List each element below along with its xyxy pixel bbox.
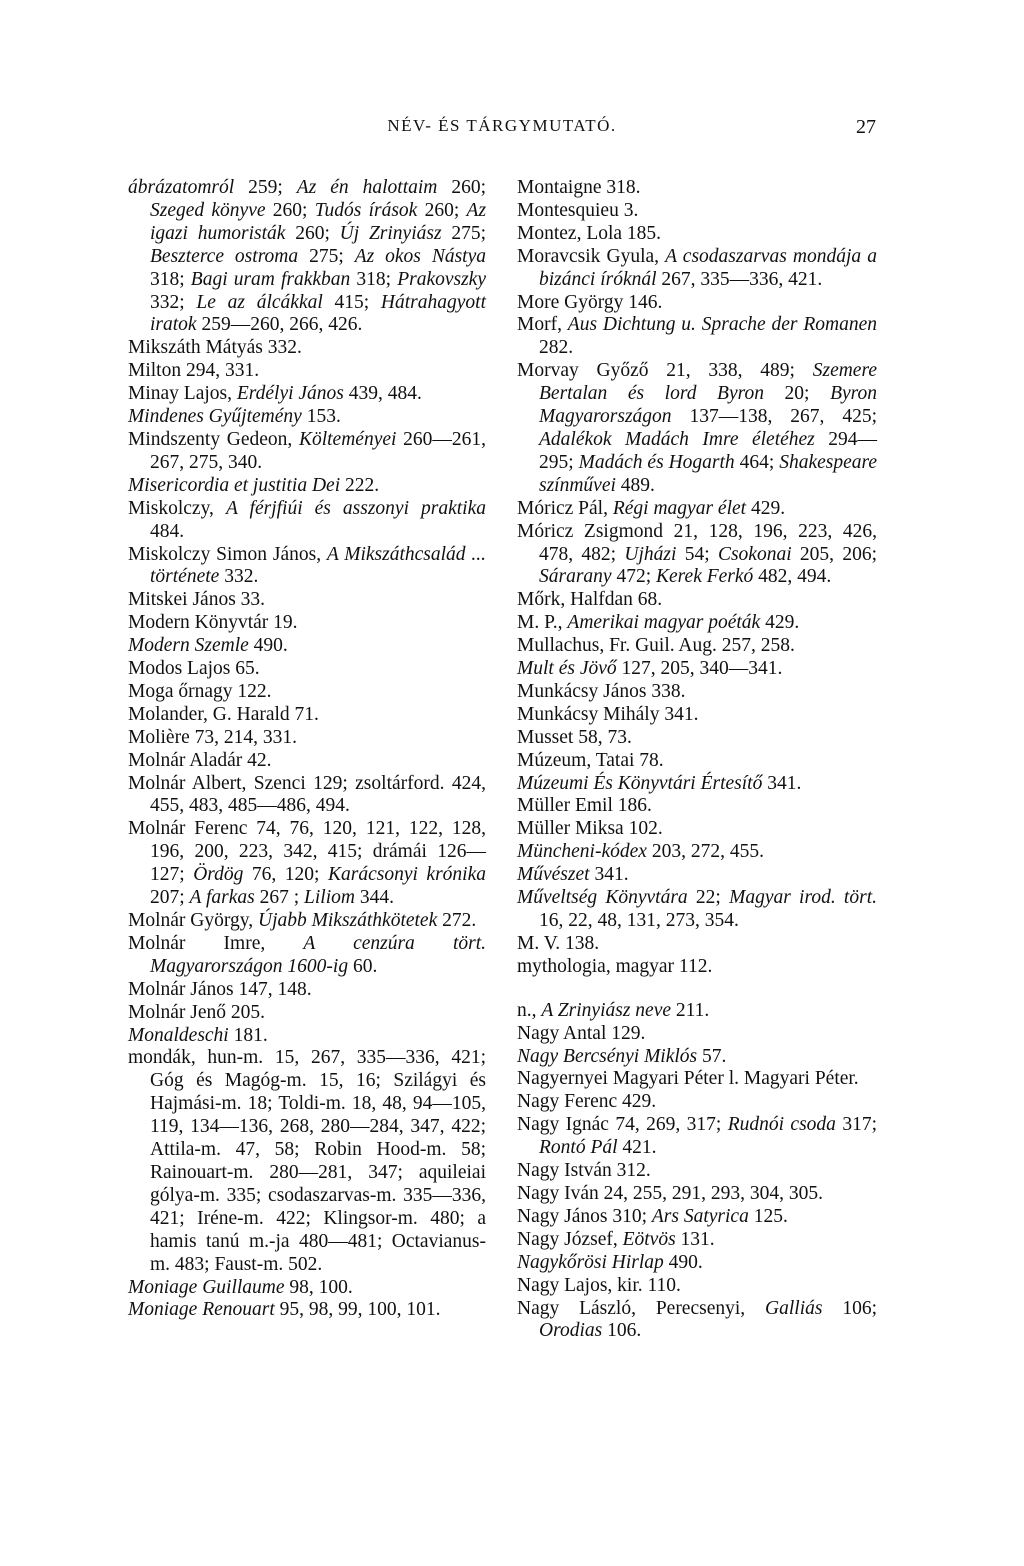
index-entry-title: Nagykőrösi Hirlap [517, 1251, 664, 1273]
index-entry [517, 1114, 877, 1160]
index-entry-text: Nagy Lajos, kir. 110. [517, 1274, 681, 1296]
index-entry-text: Nagy Antal 129. [517, 1022, 646, 1044]
index-entry [517, 1252, 877, 1275]
index-entry [128, 589, 486, 612]
index-entry-text: Modos Lajos 65. [128, 658, 260, 680]
index-entry-text: 131. [675, 1228, 715, 1250]
index-entry-text: Nagyernyei Magyari Péter l. Magyari Péter. [517, 1068, 859, 1090]
index-entry-text: Miskolczy Simon János, [128, 543, 327, 565]
index-entry [128, 635, 486, 658]
index-entry-text: Müller Emil 186. [517, 795, 652, 817]
index-entry-text: Nagy László, Perecsenyi, [517, 1297, 766, 1319]
index-entry-title: Műveltség Könyvtára [517, 887, 688, 909]
index-entry [517, 246, 877, 292]
index-entry-text: 341. [762, 772, 802, 794]
index-entry [517, 727, 877, 750]
index-entry-title: Orodias [539, 1320, 603, 1342]
page-number: 27 [856, 116, 876, 138]
index-entry-text: Minay Lajos, [128, 383, 237, 405]
index-entry [128, 337, 486, 360]
index-entry [517, 223, 877, 246]
index-entry-text: 275; [441, 222, 486, 244]
index-entry [517, 1275, 877, 1298]
index-entry-text: 16, 22, 48, 131, 273, 354. [539, 910, 739, 931]
index-entry-text: Molnár Albert, Szenci 129; zsoltárford. 424, 455, 483, 485—486, 494. [128, 772, 486, 817]
index-entry-text: 267, 335—336, 421. [656, 268, 823, 290]
index-entry-text: Modern Könyvtár 19. [128, 612, 298, 634]
index-entry-text: 207; [150, 887, 190, 909]
index-entry [517, 1046, 877, 1069]
index-entry-title: Az én halottaim [296, 177, 438, 198]
index-entry-text: 22; [687, 887, 730, 909]
index-entry-title: Ars Satyrica [651, 1205, 749, 1227]
index-entry [128, 383, 486, 406]
index-entry [517, 314, 877, 360]
index-entry-text: 344. [354, 887, 394, 909]
index-entry-text: 332. [219, 566, 259, 588]
index-entry-title: Szemere Bertalan és lord Byron [539, 360, 877, 405]
index-entry-title: Erdélyi János [236, 383, 344, 405]
index-entry-text: Miskolczy, [128, 497, 226, 519]
index-entry-text: Nagy József, [517, 1228, 623, 1250]
index-entry-text: 95, 98, 99, 100, 101. [274, 1299, 441, 1321]
index-entry-text: 282. [539, 337, 574, 359]
index-entry-text: Molière 73, 214, 331. [128, 726, 297, 748]
index-entry-title: Mult és Jövő [517, 658, 617, 680]
index-entry [128, 360, 486, 383]
index-entry-text: 415; [322, 291, 381, 313]
index-entry-title: Shakespeare színművei [539, 451, 878, 496]
index-entry-text: 464; [734, 451, 780, 473]
index-entry-text: Molnár János 147, 148. [128, 978, 312, 1000]
index-entry-title: Eötvös [622, 1228, 676, 1250]
index-entry-text: 318; [150, 268, 191, 290]
index-entry-title: Szeged könyve [150, 199, 266, 221]
index-entry-text: Mullachus, Fr. Guil. Aug. 257, 258. [517, 635, 795, 657]
index-entry-title: Le az álcákkal [196, 291, 323, 313]
index-entry-text: 484. [150, 520, 185, 542]
index-entry [517, 200, 877, 223]
index-entry [128, 1277, 486, 1300]
index-entry [517, 521, 877, 590]
index-entry-text: mondák, hun-m. 15, 267, 335—336, 421; Góg és Magóg-m. 15, 16; Szilágyi és Hajmási-m. 18; Toldi-m. 18, 48, 94—105, 119, 134—136, 268, 280—284, 347, 422; Attila-m. 47, 58; Robin Hood-m. 58; Rainouart-m. 280—281, 347; aquileiai gólya-m. 335; csodaszarvas-m. 335—336, 421; Iréne-m. 422; Klingsor-m. 480; a hamis tanú m.-ja 480—481; Octavianus-m. 483; Faust-m. 502. [128, 1047, 486, 1275]
index-entry-title: Az igazi humoristák [150, 199, 487, 244]
index-entry-text: 489. [615, 474, 655, 496]
index-entry-title: Régi magyar élet [612, 497, 747, 519]
index-entry-text: 60. [348, 955, 378, 977]
index-entry-title: Liliom [304, 887, 355, 909]
index-entry-title: Moniage Renouart [128, 1299, 275, 1321]
index-entry-text: 125. [748, 1205, 788, 1227]
index-entry [517, 658, 877, 681]
index-entry [517, 612, 877, 635]
index-entry [517, 864, 877, 887]
index-entry-text: Morvay Győző 21, 338, 489; [517, 360, 813, 382]
index-entry-text: 260; [417, 199, 467, 221]
index-entry-title: A Mikszáthcsalád ... története [150, 543, 486, 588]
index-entry-text: 421. [617, 1137, 657, 1159]
index-entry-text: 332; [150, 291, 197, 313]
index-entry [128, 1047, 486, 1276]
index-entry-text: 205, 206; [791, 543, 878, 565]
index-entry-text: 106. [602, 1320, 642, 1342]
index-entry [517, 1091, 877, 1114]
index-entry-text: Nagy Ignác 74, 269, 317; [517, 1114, 728, 1136]
index-entry-text: M. P., [517, 612, 568, 634]
index-entry-title: A cenzúra tört. Magyarországon 1600-ig [150, 932, 486, 977]
index-entry-text: 272. [437, 910, 477, 931]
index-entry-text: Molander, G. Harald 71. [128, 703, 319, 725]
index-entry-title: Rudnói csoda [727, 1114, 836, 1136]
index-entry-title: Mindenes Gyűjtemény [128, 406, 302, 428]
index-entry-text: n., [517, 999, 542, 1021]
index-entry [517, 1183, 877, 1206]
index-entry-text: 318; [350, 268, 398, 290]
index-entry-text: 490. [248, 635, 288, 657]
index-entry-text: 259; [234, 177, 297, 198]
index-entry-text: 222. [340, 474, 380, 496]
index-entry [517, 795, 877, 818]
index-entry-title: Magyar irod. tört. [729, 887, 877, 909]
index-entry-text: mythologia, magyar 112. [517, 955, 713, 977]
index-entry-text: Moga őrnagy 122. [128, 680, 272, 702]
index-entry-title: A Zrinyiász neve [541, 999, 672, 1021]
index-entry-text: 439, 484. [343, 383, 422, 405]
index-entry-title: Karácsonyi krónika [328, 864, 486, 886]
index-entry [128, 681, 486, 704]
index-entry-text: More György 146. [517, 291, 663, 313]
index-entry-title: Tudós írások [314, 199, 418, 221]
index-entry [128, 612, 486, 635]
index-entry-text: Mindszenty Gedeon, [128, 428, 299, 450]
index-entry-text: 260; [285, 222, 340, 244]
index-entry-title: Byron Magyarországon [539, 383, 877, 428]
index-entry-text: Nagy Ferenc 429. [517, 1091, 657, 1113]
index-entry [517, 1206, 877, 1229]
index-entry-text: 211. [671, 999, 710, 1021]
index-entry [517, 933, 877, 956]
index-entry-title: Költeményei [298, 428, 397, 450]
index-entry-title: Misericordia et justitia Dei [128, 474, 341, 496]
index-entry-title: Aus Dichtung u. Sprache der Romanen [567, 314, 877, 336]
index-entry-text: 54; [676, 543, 718, 565]
index-entry-text: Montaigne 318. [517, 177, 641, 198]
index-entry [517, 956, 877, 979]
index-entry-title: Moniage Guillaume [128, 1276, 285, 1298]
index-entry-text: 203, 272, 455. [646, 841, 764, 863]
index-entry [517, 818, 877, 841]
index-entry-text: 472; [611, 566, 657, 588]
index-entry-text: 57. [697, 1045, 727, 1067]
index-entry [517, 1229, 877, 1252]
index-entry-title: A férjfiúi és asszonyi praktika [225, 497, 486, 519]
index-entry-text: Nagy Iván 24, 255, 291, 293, 304, 305. [517, 1182, 824, 1204]
index-entry [517, 704, 877, 727]
index-entry-text: 153. [301, 406, 341, 428]
index-entry-text: Musset 58, 73. [517, 726, 632, 748]
index-entry-title: Új Zrinyiász [339, 222, 442, 244]
index-entry [128, 498, 486, 544]
index-entry [128, 429, 486, 475]
index-entry-text: 98, 100. [284, 1276, 353, 1298]
index-entry-text: Milton 294, 331. [128, 360, 260, 382]
index-entry-text: Nagy István 312. [517, 1160, 651, 1182]
index-entry-text: 260; [437, 177, 486, 198]
index-entry-text: 20; [763, 383, 831, 405]
index-entry-title: Prakovszky [397, 268, 486, 290]
index-entry-text: 127, 205, 340—341. [616, 658, 783, 680]
index-entry [128, 475, 486, 498]
index-entry [517, 681, 877, 704]
index-entry-title: Amerikai magyar poéták [567, 612, 761, 634]
running-title: NÉV- ÉS TÁRGYMUTATÓ. [387, 116, 617, 135]
index-entry-text: 275; [298, 245, 355, 267]
index-entry [128, 177, 486, 337]
index-entry [517, 177, 877, 200]
index-entry-title: Modern Szemle [128, 635, 249, 657]
index-entry [128, 1299, 486, 1322]
index-entry-text: 482, 494. [753, 566, 832, 588]
index-entry-text: Móricz Pál, [517, 497, 613, 519]
index-entry [128, 979, 486, 1002]
index-entry-title: Bagi uram frakkban [190, 268, 351, 290]
index-entry [517, 841, 877, 864]
index-entry-text: Munkácsy Mihály 341. [517, 703, 699, 725]
index-entry [517, 750, 877, 773]
index-entry-text: 490. [663, 1251, 703, 1273]
index-entry-text: Múzeum, Tatai 78. [517, 749, 664, 771]
page-header [128, 116, 876, 146]
index-entry-title: Múzeumi És Könyvtári Értesítő [517, 772, 763, 794]
index-entry-title: Monaldeschi [128, 1024, 229, 1046]
index-column-left [128, 177, 486, 1322]
index-entry-title: A csodaszarvas mondája a bizánci íróknál [539, 245, 878, 290]
index-entry-text: Molnár György, [128, 910, 258, 931]
index-entry [128, 658, 486, 681]
index-entry [128, 818, 486, 910]
index-entry [128, 704, 486, 727]
index-entry-text: 137—138, 267, 425; [671, 406, 877, 428]
index-entry-title: Újabb Mikszáthkötetek [258, 910, 438, 931]
index-entry [517, 1160, 877, 1183]
index-entry-text: 106; [822, 1297, 877, 1319]
index-entry-text: Móricz Zsigmond 21, 128, 196, 223, 426, 478, 482; [517, 520, 877, 565]
index-entry-title: A farkas [189, 887, 255, 909]
index-entry-title: ábrázatomról [128, 177, 235, 198]
index-entry-text: Munkácsy János 338. [517, 680, 686, 702]
index-column-right [517, 177, 877, 1343]
index-entry-text: 259—260, 266, 426. [196, 314, 363, 336]
index-entry [128, 910, 486, 933]
index-entry-text: 260; [265, 199, 315, 221]
index-entry-text: Moravcsik Gyula, [517, 245, 666, 267]
index-entry-text: 429. [746, 497, 786, 519]
index-entry [128, 933, 486, 979]
index-entry-title: Rontó Pál [539, 1137, 618, 1159]
index-entry-text: 429. [760, 612, 800, 634]
index-entry [517, 1023, 877, 1046]
index-entry-title: Adalékok Madách Imre életéhez [539, 428, 815, 450]
index-entry-text: Molnár Imre, [128, 932, 304, 954]
index-entry-text: 317; [835, 1114, 878, 1136]
index-entry-text: Nagy János 310; [517, 1205, 652, 1227]
index-entry-text: 267 ; [254, 887, 305, 909]
index-entry-text: Müller Miksa 102. [517, 818, 663, 840]
index-entry [128, 1002, 486, 1025]
index-entry-text: 294—295; [539, 428, 877, 473]
index-entry-title: Müncheni-kódex [517, 841, 647, 863]
index-entry-title: Ujházi [624, 543, 677, 565]
index-entry-title: Madách és Hogarth [578, 451, 735, 473]
index-entry-text: Montesquieu 3. [517, 199, 639, 221]
index-entry-title: Csokonai [717, 543, 792, 565]
index-entry-text: Molnár Aladár 42. [128, 749, 272, 771]
index-entry-title: Nagy Bercsényi Miklós [517, 1045, 698, 1067]
index-entry [517, 635, 877, 658]
index-entry-text: Mőrk, Halfdan 68. [517, 589, 663, 611]
index-entry-title: Galliás [765, 1297, 823, 1319]
index-entry-title: Ördög [193, 864, 244, 886]
index-entry [517, 360, 877, 497]
index-entry-text: Mitskei János 33. [128, 589, 266, 611]
index-entry [128, 1025, 486, 1048]
index-entry [128, 773, 486, 819]
index-entry-title: Kerek Ferkó [656, 566, 754, 588]
index-entry-text: Morf, [517, 314, 568, 336]
index-entry-text: Molnár Ferenc 74, 76, 120, 121, 122, 128, 196, 200, 223, 342, 415; drámái 126—127; [128, 818, 486, 886]
index-entry-title: Beszterce ostroma [150, 245, 299, 267]
index-entry [517, 498, 877, 521]
index-entry [517, 1298, 877, 1344]
index-entry-title: Művészet [517, 864, 590, 886]
index-entry-text: M. V. 138. [517, 932, 600, 954]
index-entry [517, 887, 877, 933]
index-entry-text: 76, 120; [243, 864, 328, 886]
index-entry [517, 589, 877, 612]
index-entry-text: Molnár Jenő 205. [128, 1001, 266, 1023]
index-entry-title: Hátrahagyott iratok [150, 291, 486, 336]
index-entry-text: Mikszáth Mátyás 332. [128, 337, 302, 359]
index-entry [517, 1068, 877, 1091]
index-entry-text: 260—261, 267, 275, 340. [150, 428, 486, 473]
index-entry-text: 341. [589, 864, 629, 886]
index-entry [517, 292, 877, 315]
index-entry-title: Az okos Nástya [354, 245, 486, 267]
index-entry-title: Sárarany [539, 566, 612, 588]
index-entry-text: Montez, Lola 185. [517, 222, 662, 244]
index-entry [128, 406, 486, 429]
index-entry [128, 750, 486, 773]
index-entry [517, 773, 877, 796]
index-entry [517, 1000, 877, 1023]
index-entry [128, 544, 486, 590]
index-entry [128, 727, 486, 750]
index-entry-text: 181. [228, 1024, 268, 1046]
